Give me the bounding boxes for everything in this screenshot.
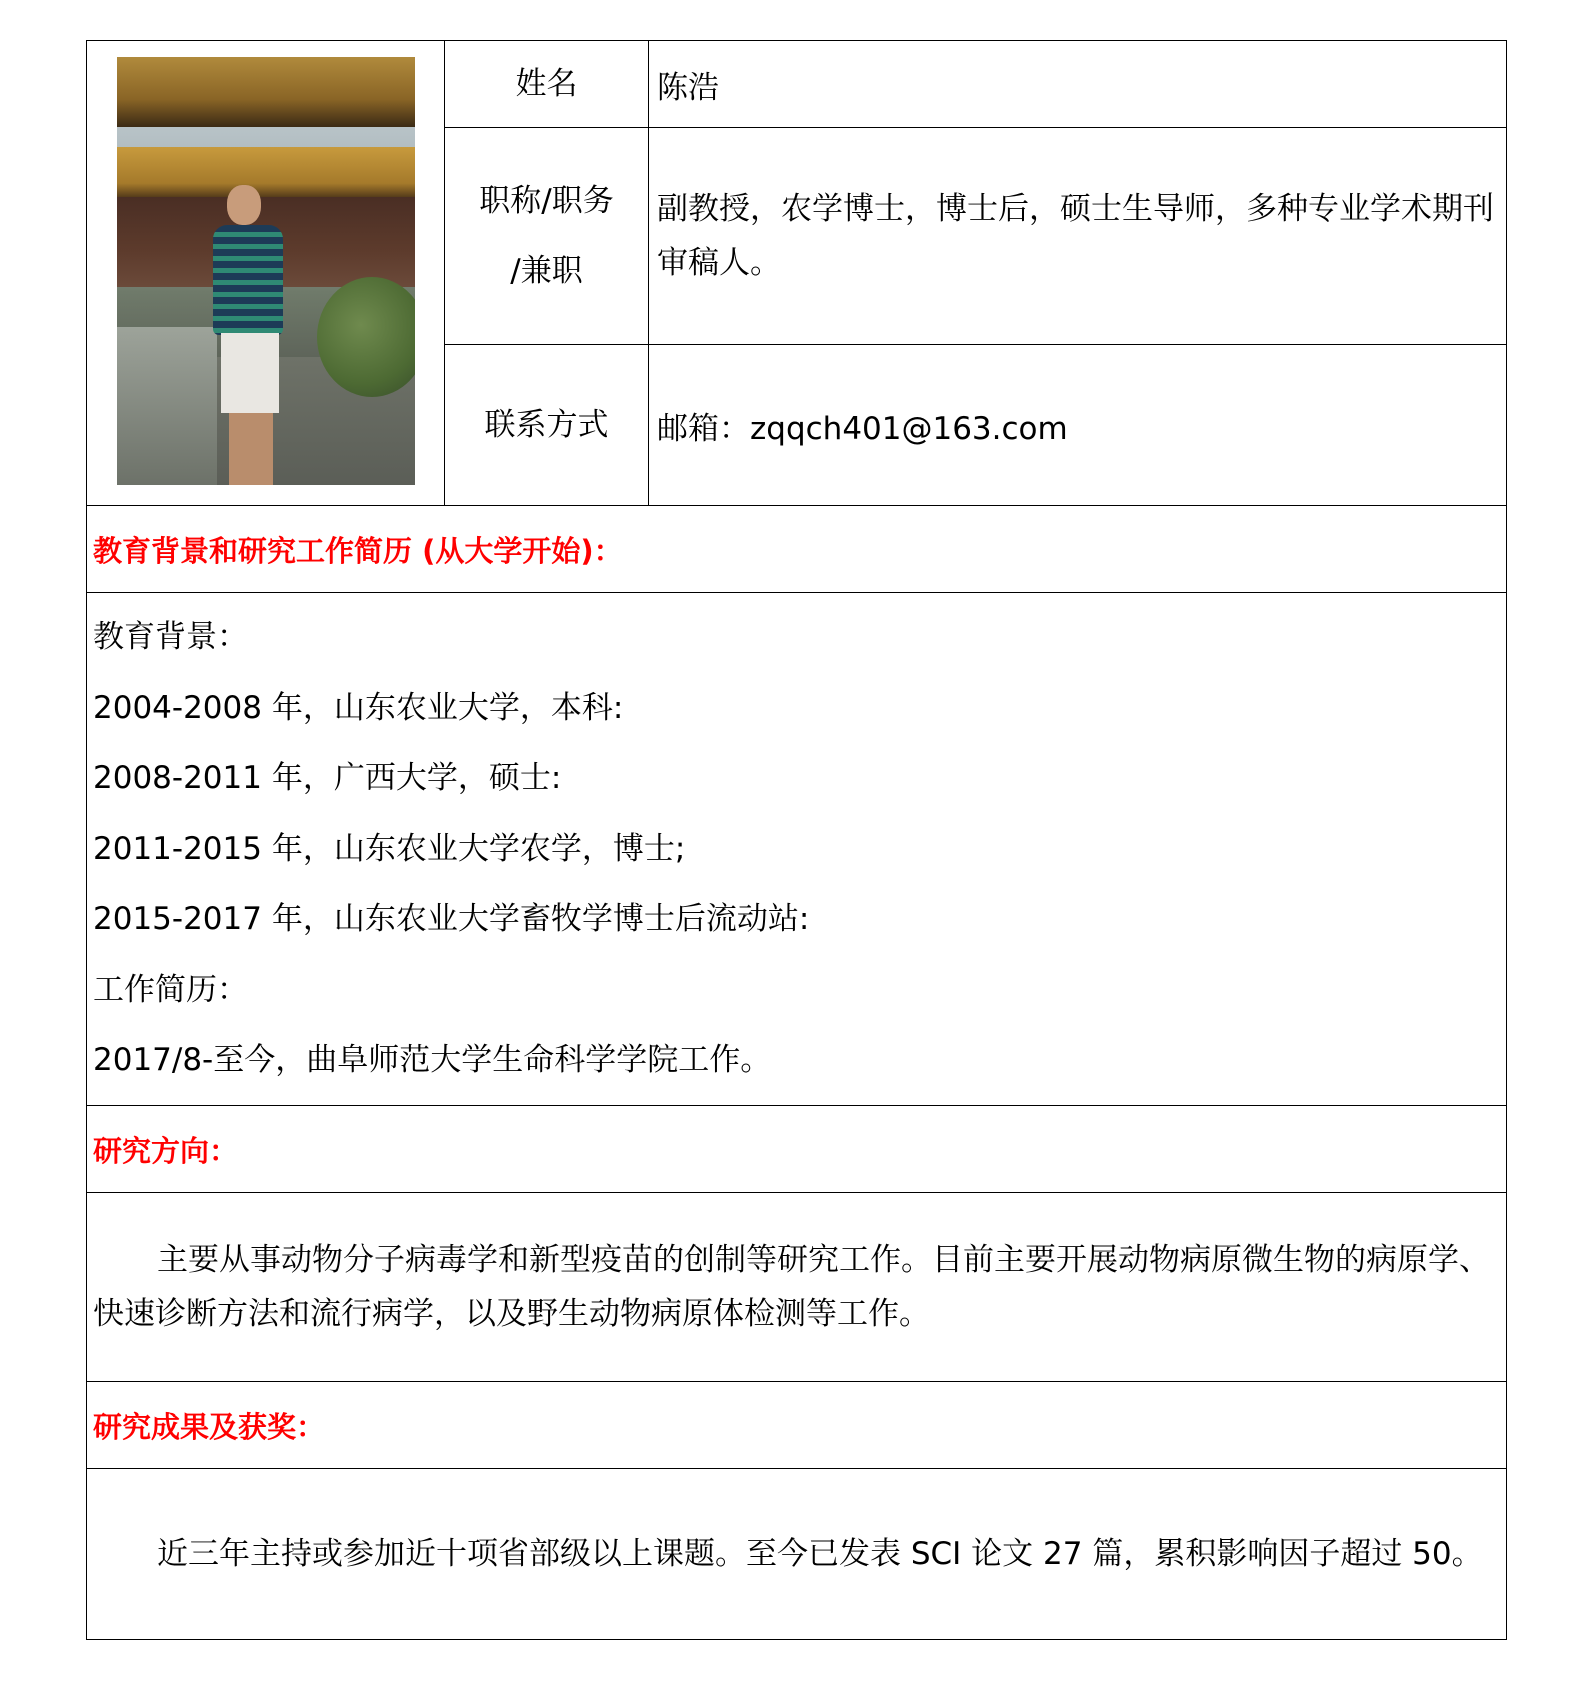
profile-table <box>86 40 1507 1640</box>
title-value: 副教授，农学博士，博士后，硕士生导师，多种专业学术期刊审稿人。 <box>649 128 1507 345</box>
contact-label: 联系方式 <box>445 345 649 506</box>
achievements-body: 近三年主持或参加近十项省部级以上课题。至今已发表 SCI 论文 27 篇，累积影响因子超过 50。 <box>87 1469 1507 1640</box>
profile-photo <box>117 57 415 485</box>
name-row <box>87 41 1507 128</box>
name-value: 陈浩 <box>649 41 1507 128</box>
education-line: 工作简历： <box>93 971 248 1008</box>
title-label <box>445 128 649 345</box>
photo-roof-upper <box>117 57 415 127</box>
photo-cell <box>87 41 445 506</box>
name-label: 姓名 <box>445 41 649 128</box>
photo-person-body <box>213 225 283 335</box>
research-body-row <box>87 1193 1507 1382</box>
achievements-heading: 研究成果及获奖： <box>87 1382 1507 1469</box>
photo-person-head <box>227 185 261 225</box>
achievements-body-row <box>87 1469 1507 1640</box>
achievements-heading-row <box>87 1382 1507 1469</box>
photo-ledge <box>117 327 217 485</box>
education-line: 2004-2008 年，山东农业大学，本科: <box>93 689 624 726</box>
education-line: 2008-2011 年，广西大学，硕士: <box>93 760 562 797</box>
education-body <box>87 593 1507 1106</box>
education-heading-row <box>87 506 1507 593</box>
research-body: 主要从事动物分子病毒学和新型疫苗的创制等研究工作。目前主要开展动物病原微生物的病原学、快速诊断方法和流行病学，以及野生动物病原体检测等工作。 <box>87 1193 1507 1382</box>
research-heading-row <box>87 1106 1507 1193</box>
education-heading: 教育背景和研究工作简历 (从大学开始)： <box>87 506 1507 593</box>
education-body-row <box>87 593 1507 1106</box>
photo-person-calves <box>229 413 273 485</box>
contact-value: 邮箱：zqqch401@163.com <box>649 345 1507 506</box>
education-line: 2017/8-至今，曲阜师范大学生命科学学院工作。 <box>93 1042 772 1079</box>
research-heading: 研究方向： <box>87 1106 1507 1193</box>
photo-roof-lower <box>117 147 415 199</box>
title-label-line2: /兼职 <box>510 253 583 289</box>
title-label-line1: 职称/职务 <box>479 183 614 219</box>
education-line: 教育背景： <box>93 619 248 656</box>
photo-person-legs <box>221 333 279 413</box>
education-line: 2011-2015 年，山东农业大学农学，博士; <box>93 830 686 867</box>
education-line: 2015-2017 年，山东农业大学畜牧学博士后流动站: <box>93 901 810 938</box>
